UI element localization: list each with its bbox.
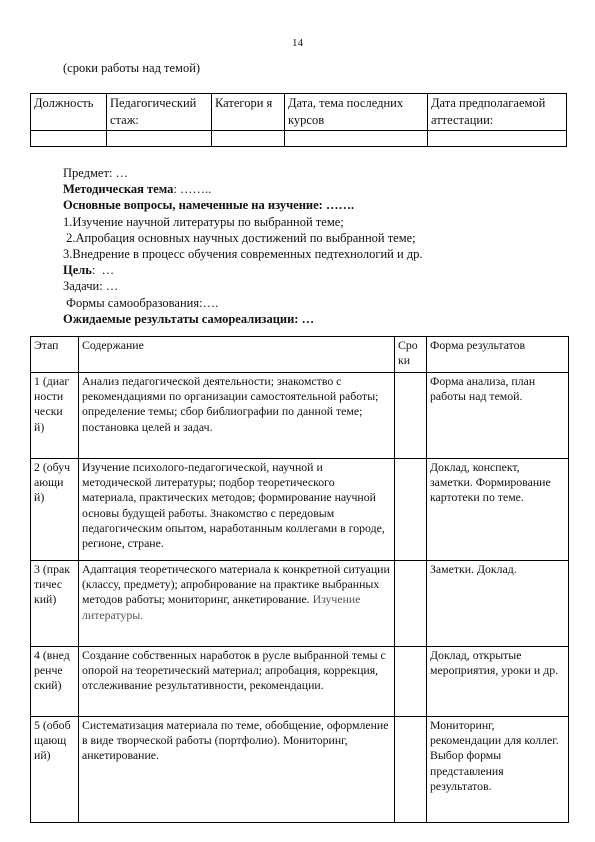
expected-results-line: Ожидаемые результаты самореализации: … [63,311,315,326]
table-row [31,561,569,647]
content-cell: Анализ педагогической деятельности; знакомство с рекомендациями по организации самостоятельной работы; определение темы; сбор библиографии по данной теме; постановка целей и задач. [79,373,395,459]
stage-cell: 2 (обуч ающи й) [31,459,79,561]
terms-cell [395,459,427,561]
header-content: Содержание [79,337,395,373]
method-theme-value: : …….. [173,182,212,197]
empty-cell [107,130,212,146]
content-text: Адаптация теоретического материала к конкретной ситуации (классу, предмету); апробирование на практике выбранных методов работы; мониторинг, анкетирование. [82,562,390,607]
table-row [31,459,569,561]
table-header-row [31,337,569,373]
form-cell: Мониторинг, рекомендации для коллег. Выбор формы представления результатов. [427,717,569,823]
question-item: 2.Апробация основных научных достижений по выбранной теме; [63,230,416,245]
table-row [31,647,569,717]
goal-label: Цель [63,263,92,278]
stage-cell: 4 (внед ренче ский) [31,647,79,717]
goal-line [63,262,423,278]
method-theme-label: Методическая тема [63,182,174,197]
table-row [31,373,569,459]
form-cell: Доклад, открытые мероприятия, уроки и др. [427,647,569,717]
empty-cell [31,130,107,146]
header-cell: Должность [31,94,107,131]
goal-value: : … [91,263,115,278]
table-row [31,717,569,823]
subject-line: Предмет: … [63,166,129,180]
teacher-info-table [30,93,567,147]
header-cell: Педагогический стаж: [107,94,212,131]
stage-cell: 3 (прак тичес кий) [31,561,79,647]
method-theme-line [63,181,423,197]
empty-cell [212,130,285,146]
header-stage: Этап [31,337,79,373]
content-cell: Изучение психолого-педагогической, научной и методической литературы; подбор теоретического материала, практических методов; формирование научной основы будущей работы. Знакомство с передовым педагогическим опытом, наработанным коллегами в городе, регионе, стране. [79,459,395,561]
header-terms: Сро ки [395,337,427,373]
plan-details [63,165,423,327]
content-cell [79,561,395,647]
terms-cell [395,647,427,717]
terms-cell [395,717,427,823]
stages-table [30,336,569,823]
header-cell: Дата предполагаемой аттестации: [428,94,567,131]
question-item: 3.Внедрение в процесс обучения современных педтехнологий и др. [63,247,423,262]
form-cell: Доклад, конспект, заметки. Формирование картотеки по теме. [427,459,569,561]
forms-line: Формы самообразования:…. [63,295,219,310]
header-cell: Категори я [212,94,285,131]
empty-cell [428,130,567,146]
page-number: 14 [292,37,303,49]
content-cell: Создание собственных наработок в русле выбранной темы с опорой на теоретический материал; апробация, коррекция, отслеживание результативности, рекомендации. [79,647,395,717]
questions-label: Основные вопросы, намеченные на изучение: ……. [63,198,355,213]
header-form: Форма результатов [427,337,569,373]
question-item: 1.Изучение научной литературы по выбранной теме; [63,214,344,229]
header-cell: Дата, тема последних курсов [285,94,428,131]
content-extra-text: Изучение литературы. [82,592,361,622]
form-cell: Форма анализа, план работы над темой. [427,373,569,459]
empty-cell [285,130,428,146]
form-cell: Заметки. Доклад. [427,561,569,647]
table-header-row [31,94,567,131]
content-cell: Систематизация материала по теме, обобщение, оформление в виде творческой работы (портфолио). Мониторинг, анкетирование. [79,717,395,823]
terms-cell [395,561,427,647]
tasks-line: Задачи: … [63,279,119,294]
terms-caption: (сроки работы над темой) [63,61,201,75]
stage-cell: 1 (диаг ности чески й) [31,373,79,459]
table-row [31,130,567,146]
stage-cell: 5 (обоб щающ ий) [31,717,79,823]
terms-cell [395,373,427,459]
